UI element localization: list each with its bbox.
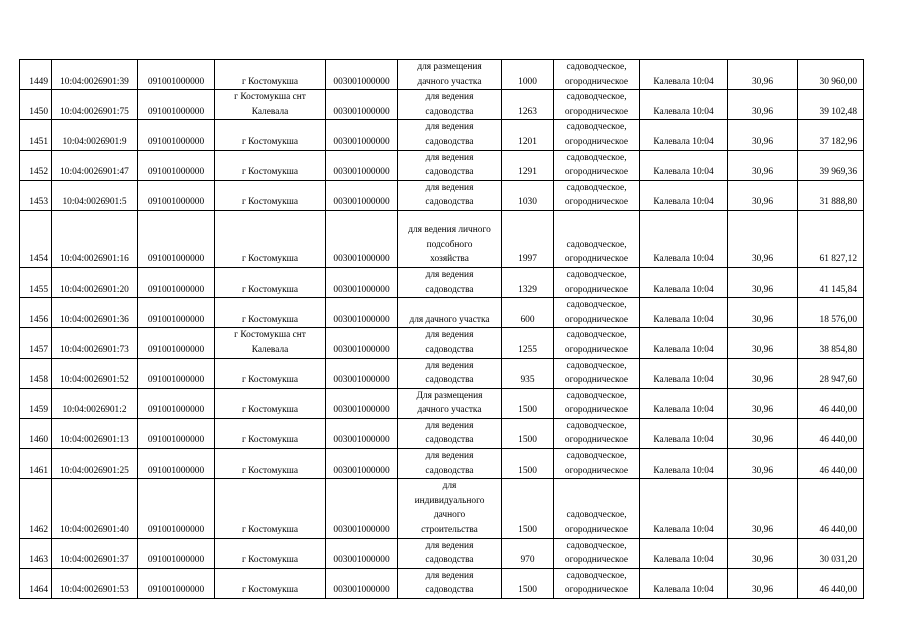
- valuation-group-cell: Калевала 10:04: [640, 568, 728, 598]
- okato-code-cell: 091001000000: [138, 267, 215, 297]
- cadastral-number-cell: 10:04:0026901:20: [52, 267, 138, 297]
- permitted-use-cell-line: для ведения: [425, 182, 474, 193]
- permitted-use-cell-line: садоводства: [425, 435, 474, 446]
- oktmo-code-cell: 003001000000: [326, 479, 398, 538]
- use-category-cell-line: садоводческое,: [566, 122, 627, 133]
- table-row: [20, 60, 864, 90]
- row-number-cell: 1459: [20, 388, 52, 418]
- permitted-use-cell-line: для ведения: [425, 360, 474, 371]
- specific-value-cell: 30,96: [728, 120, 798, 150]
- table-row: [20, 538, 864, 568]
- location-cell: [215, 60, 326, 90]
- oktmo-code-cell: 003001000000: [326, 120, 398, 150]
- area-cell: 1997: [502, 210, 554, 267]
- specific-value-cell: 30,96: [728, 449, 798, 479]
- use-category-cell: [554, 298, 640, 328]
- row-number-cell: 1457: [20, 328, 52, 358]
- permitted-use-cell: [398, 150, 502, 180]
- table-row: [20, 210, 864, 267]
- permitted-use-cell-line: для ведения: [425, 540, 474, 551]
- area-cell: 1500: [502, 418, 554, 448]
- area-cell: 1263: [502, 90, 554, 120]
- location-cell: [215, 358, 326, 388]
- permitted-use-cell-line: для ведения: [425, 152, 474, 163]
- permitted-use-cell-line: для ведения: [425, 570, 474, 581]
- location-cell-line: г Костомукша: [241, 284, 299, 295]
- use-category-cell-line: садоводческое,: [566, 540, 627, 551]
- cadastral-number-cell: 10:04:0026901:16: [52, 210, 138, 267]
- permitted-use-cell-line: для размещения: [417, 62, 482, 72]
- oktmo-code-cell: 003001000000: [326, 90, 398, 120]
- area-cell: 1201: [502, 120, 554, 150]
- cadastral-value-cell: 18 576,00: [798, 298, 864, 328]
- permitted-use-cell: [398, 120, 502, 150]
- cadastral-number-cell: 10:04:0026901:9: [52, 120, 138, 150]
- use-category-cell-line: садоводческое,: [566, 92, 627, 103]
- use-category-cell-line: садоводческое,: [566, 182, 627, 193]
- permitted-use-cell-line: для ведения личного: [408, 225, 491, 236]
- okato-code-cell: 091001000000: [138, 418, 215, 448]
- use-category-cell-line: огородническое: [564, 314, 629, 325]
- permitted-use-cell-line: для ведения: [425, 92, 474, 103]
- specific-value-cell: 30,96: [728, 538, 798, 568]
- row-number-cell: 1450: [20, 90, 52, 120]
- permitted-use-cell: [398, 568, 502, 598]
- permitted-use-cell-line: для ведения: [425, 330, 474, 341]
- valuation-group-cell: Калевала 10:04: [640, 328, 728, 358]
- okato-code-cell: 091001000000: [138, 298, 215, 328]
- okato-code-cell: 091001000000: [138, 60, 215, 90]
- location-cell-line: г Костомукша: [241, 375, 299, 386]
- table-row: [20, 120, 864, 150]
- cadastral-register-table: [19, 59, 864, 599]
- permitted-use-cell: [398, 267, 502, 297]
- cadastral-value-cell: 37 182,96: [798, 120, 864, 150]
- area-cell: 1500: [502, 568, 554, 598]
- area-cell: 1500: [502, 449, 554, 479]
- location-cell: [215, 479, 326, 538]
- use-category-cell-line: садоводческое,: [566, 420, 627, 431]
- use-category-cell: [554, 180, 640, 210]
- location-cell: [215, 538, 326, 568]
- use-category-cell-line: огородническое: [564, 106, 629, 117]
- row-number-cell: 1449: [20, 60, 52, 90]
- specific-value-cell: 30,96: [728, 267, 798, 297]
- row-number-cell: 1451: [20, 120, 52, 150]
- row-number-cell: 1464: [20, 568, 52, 598]
- use-category-cell-line: садоводческое,: [566, 62, 627, 72]
- use-category-cell-line: садоводческое,: [566, 239, 627, 250]
- valuation-group-cell: Калевала 10:04: [640, 267, 728, 297]
- valuation-group-cell: Калевала 10:04: [640, 120, 728, 150]
- specific-value-cell: 30,96: [728, 479, 798, 538]
- area-cell: 1255: [502, 328, 554, 358]
- permitted-use-cell: [398, 479, 502, 538]
- location-cell-line: г Костомукша: [241, 76, 299, 87]
- oktmo-code-cell: 003001000000: [326, 267, 398, 297]
- location-cell: [215, 568, 326, 598]
- permitted-use-cell: [398, 418, 502, 448]
- permitted-use-cell: [398, 388, 502, 418]
- permitted-use-cell-line: для: [442, 481, 457, 492]
- okato-code-cell: 091001000000: [138, 328, 215, 358]
- permitted-use-cell-line: садоводства: [425, 106, 474, 117]
- cadastral-value-cell: 46 440,00: [798, 479, 864, 538]
- valuation-group-cell: Калевала 10:04: [640, 388, 728, 418]
- cadastral-number-cell: 10:04:0026901:37: [52, 538, 138, 568]
- location-cell: [215, 267, 326, 297]
- use-category-cell-line: садоводческое,: [566, 330, 627, 341]
- specific-value-cell: 30,96: [728, 90, 798, 120]
- cadastral-value-cell: 39 102,48: [798, 90, 864, 120]
- permitted-use-cell-line: садоводства: [425, 585, 474, 596]
- valuation-group-cell: Калевала 10:04: [640, 90, 728, 120]
- use-category-cell-line: огородническое: [564, 375, 629, 386]
- area-cell: 1291: [502, 150, 554, 180]
- cadastral-number-cell: 10:04:0026901:47: [52, 150, 138, 180]
- use-category-cell-line: огородническое: [564, 555, 629, 566]
- location-cell: [215, 418, 326, 448]
- location-cell: [215, 328, 326, 358]
- permitted-use-cell-line: Для размещения: [416, 390, 483, 401]
- valuation-group-cell: Калевала 10:04: [640, 298, 728, 328]
- use-category-cell: [554, 358, 640, 388]
- table-row: [20, 388, 864, 418]
- oktmo-code-cell: 003001000000: [326, 150, 398, 180]
- oktmo-code-cell: 003001000000: [326, 358, 398, 388]
- permitted-use-cell-line: для ведения: [425, 420, 474, 431]
- location-cell-line: г Костомукша: [241, 167, 299, 178]
- permitted-use-cell-line: строительства: [421, 525, 478, 536]
- use-category-cell: [554, 120, 640, 150]
- okato-code-cell: 091001000000: [138, 90, 215, 120]
- oktmo-code-cell: 003001000000: [326, 60, 398, 90]
- location-cell: [215, 180, 326, 210]
- okato-code-cell: 091001000000: [138, 538, 215, 568]
- oktmo-code-cell: 003001000000: [326, 180, 398, 210]
- okato-code-cell: 091001000000: [138, 388, 215, 418]
- specific-value-cell: 30,96: [728, 298, 798, 328]
- use-category-cell-line: садоводческое,: [566, 451, 627, 462]
- oktmo-code-cell: 003001000000: [326, 328, 398, 358]
- table-row: [20, 449, 864, 479]
- use-category-cell-line: огородническое: [564, 405, 629, 416]
- cadastral-value-cell: 46 440,00: [798, 418, 864, 448]
- okato-code-cell: 091001000000: [138, 150, 215, 180]
- permitted-use-cell-line: садоводства: [425, 344, 474, 355]
- area-cell: 935: [502, 358, 554, 388]
- use-category-cell-line: садоводческое,: [566, 390, 627, 401]
- cadastral-value-cell: 46 440,00: [798, 388, 864, 418]
- permitted-use-cell: [398, 298, 502, 328]
- use-category-cell: [554, 60, 640, 90]
- row-number-cell: 1458: [20, 358, 52, 388]
- location-cell: [215, 210, 326, 267]
- row-number-cell: 1461: [20, 449, 52, 479]
- okato-code-cell: 091001000000: [138, 180, 215, 210]
- location-cell-line: г Костомукша: [241, 405, 299, 416]
- use-category-cell-line: огородническое: [564, 344, 629, 355]
- area-cell: 1000: [502, 60, 554, 90]
- use-category-cell-line: огородническое: [564, 167, 629, 178]
- permitted-use-cell: [398, 210, 502, 267]
- use-category-cell-line: садоводческое,: [566, 269, 627, 280]
- permitted-use-cell-line: для ведения: [425, 269, 474, 280]
- location-cell: [215, 90, 326, 120]
- specific-value-cell: 30,96: [728, 568, 798, 598]
- permitted-use-cell: [398, 328, 502, 358]
- use-category-cell-line: садоводческое,: [566, 360, 627, 371]
- use-category-cell-line: огородническое: [564, 254, 629, 265]
- oktmo-code-cell: 003001000000: [326, 449, 398, 479]
- cadastral-value-cell: 46 440,00: [798, 449, 864, 479]
- use-category-cell-line: огородническое: [564, 197, 629, 208]
- location-cell: [215, 150, 326, 180]
- table-row: [20, 180, 864, 210]
- oktmo-code-cell: 003001000000: [326, 538, 398, 568]
- row-number-cell: 1460: [20, 418, 52, 448]
- location-cell: [215, 298, 326, 328]
- location-cell-line: г Костомукша: [241, 525, 299, 536]
- row-number-cell: 1452: [20, 150, 52, 180]
- area-cell: 1329: [502, 267, 554, 297]
- specific-value-cell: 30,96: [728, 210, 798, 267]
- row-number-cell: 1456: [20, 298, 52, 328]
- area-cell: 970: [502, 538, 554, 568]
- use-category-cell: [554, 418, 640, 448]
- use-category-cell: [554, 267, 640, 297]
- location-cell-line: г Костомукша: [241, 136, 299, 147]
- location-cell: [215, 120, 326, 150]
- row-number-cell: 1453: [20, 180, 52, 210]
- valuation-group-cell: Калевала 10:04: [640, 538, 728, 568]
- use-category-cell: [554, 328, 640, 358]
- table-row: [20, 358, 864, 388]
- row-number-cell: 1463: [20, 538, 52, 568]
- cadastral-number-cell: 10:04:0026901:13: [52, 418, 138, 448]
- use-category-cell-line: садоводческое,: [566, 300, 627, 311]
- table-row: [20, 328, 864, 358]
- table-row: [20, 150, 864, 180]
- use-category-cell-line: огородническое: [564, 284, 629, 295]
- oktmo-code-cell: 003001000000: [326, 388, 398, 418]
- location-cell-line: г Костомукша: [241, 435, 299, 446]
- permitted-use-cell: [398, 538, 502, 568]
- location-cell-line: г Костомукша: [241, 465, 299, 476]
- use-category-cell: [554, 479, 640, 538]
- permitted-use-cell-line: подсобного: [426, 239, 473, 250]
- specific-value-cell: 30,96: [728, 150, 798, 180]
- oktmo-code-cell: 003001000000: [326, 568, 398, 598]
- location-cell-line: г Костомукша: [241, 197, 299, 208]
- area-cell: 1500: [502, 388, 554, 418]
- specific-value-cell: 30,96: [728, 180, 798, 210]
- cadastral-value-cell: 30 031,20: [798, 538, 864, 568]
- permitted-use-cell: [398, 90, 502, 120]
- valuation-group-cell: Калевала 10:04: [640, 210, 728, 267]
- specific-value-cell: 30,96: [728, 358, 798, 388]
- okato-code-cell: 091001000000: [138, 120, 215, 150]
- register-table-body: [20, 60, 864, 599]
- cadastral-value-cell: 61 827,12: [798, 210, 864, 267]
- cadastral-number-cell: 10:04:0026901:36: [52, 298, 138, 328]
- use-category-cell-line: садоводческое,: [566, 570, 627, 581]
- permitted-use-cell-line: для ведения: [425, 122, 474, 133]
- use-category-cell-line: огородническое: [564, 76, 629, 87]
- valuation-group-cell: Калевала 10:04: [640, 180, 728, 210]
- cadastral-value-cell: 38 854,80: [798, 328, 864, 358]
- permitted-use-cell-line: садоводства: [425, 167, 474, 178]
- oktmo-code-cell: 003001000000: [326, 210, 398, 267]
- cadastral-number-cell: 10:04:0026901:75: [52, 90, 138, 120]
- use-category-cell: [554, 538, 640, 568]
- use-category-cell: [554, 210, 640, 267]
- valuation-group-cell: Калевала 10:04: [640, 150, 728, 180]
- area-cell: 600: [502, 298, 554, 328]
- oktmo-code-cell: 003001000000: [326, 418, 398, 448]
- permitted-use-cell-line: дачного: [433, 510, 466, 521]
- permitted-use-cell-line: для дачного участка: [409, 314, 490, 325]
- okato-code-cell: 091001000000: [138, 210, 215, 267]
- permitted-use-cell-line: садоводства: [425, 136, 474, 147]
- permitted-use-cell-line: для ведения: [425, 451, 474, 462]
- valuation-group-cell: Калевала 10:04: [640, 449, 728, 479]
- use-category-cell: [554, 150, 640, 180]
- use-category-cell: [554, 568, 640, 598]
- row-number-cell: 1462: [20, 479, 52, 538]
- valuation-group-cell: Калевала 10:04: [640, 479, 728, 538]
- permitted-use-cell-line: индивидуального: [414, 495, 485, 506]
- use-category-cell: [554, 388, 640, 418]
- okato-code-cell: 091001000000: [138, 568, 215, 598]
- specific-value-cell: 30,96: [728, 60, 798, 90]
- table-row: [20, 267, 864, 297]
- cadastral-value-cell: 28 947,60: [798, 358, 864, 388]
- cadastral-number-cell: 10:04:0026901:40: [52, 479, 138, 538]
- okato-code-cell: 091001000000: [138, 358, 215, 388]
- location-cell-line: г Костомукша: [241, 555, 299, 566]
- table-row: [20, 418, 864, 448]
- cadastral-value-cell: 39 969,36: [798, 150, 864, 180]
- permitted-use-cell-line: садоводства: [425, 555, 474, 566]
- permitted-use-cell: [398, 449, 502, 479]
- location-cell-line: Калевала: [251, 106, 289, 117]
- cadastral-number-cell: 10:04:0026901:53: [52, 568, 138, 598]
- cadastral-number-cell: 10:04:0026901:52: [52, 358, 138, 388]
- location-cell: [215, 388, 326, 418]
- row-number-cell: 1455: [20, 267, 52, 297]
- okato-code-cell: 091001000000: [138, 479, 215, 538]
- row-number-cell: 1454: [20, 210, 52, 267]
- location-cell-line: г Костомукша снт: [234, 330, 306, 341]
- use-category-cell-line: огородническое: [564, 465, 629, 476]
- table-row: [20, 298, 864, 328]
- cadastral-number-cell: 10:04:0026901:25: [52, 449, 138, 479]
- permitted-use-cell-line: хозяйства: [430, 254, 469, 265]
- oktmo-code-cell: 003001000000: [326, 298, 398, 328]
- valuation-group-cell: Калевала 10:04: [640, 60, 728, 90]
- valuation-group-cell: Калевала 10:04: [640, 358, 728, 388]
- permitted-use-cell-line: садоводства: [425, 197, 474, 208]
- specific-value-cell: 30,96: [728, 418, 798, 448]
- cadastral-number-cell: 10:04:0026901:2: [52, 388, 138, 418]
- use-category-cell: [554, 449, 640, 479]
- use-category-cell-line: садоводческое,: [566, 152, 627, 163]
- permitted-use-cell-line: садоводства: [425, 375, 474, 386]
- permitted-use-cell: [398, 60, 502, 90]
- permitted-use-cell-line: садоводства: [425, 284, 474, 295]
- location-cell-line: г Костомукша снт: [234, 92, 306, 103]
- valuation-group-cell: Калевала 10:04: [640, 418, 728, 448]
- table-row: [20, 479, 864, 538]
- permitted-use-cell-line: дачного участка: [417, 76, 482, 87]
- cadastral-value-cell: 46 440,00: [798, 568, 864, 598]
- table-row: [20, 568, 864, 598]
- location-cell-line: г Костомукша: [241, 254, 299, 265]
- use-category-cell-line: огородническое: [564, 435, 629, 446]
- permitted-use-cell: [398, 180, 502, 210]
- location-cell-line: Калевала: [251, 344, 289, 355]
- permitted-use-cell-line: садоводства: [425, 465, 474, 476]
- cadastral-number-cell: 10:04:0026901:73: [52, 328, 138, 358]
- use-category-cell-line: огородническое: [564, 585, 629, 596]
- cadastral-number-cell: 10:04:0026901:39: [52, 60, 138, 90]
- location-cell-line: г Костомукша: [241, 314, 299, 325]
- cadastral-value-cell: 30 960,00: [798, 60, 864, 90]
- area-cell: 1500: [502, 479, 554, 538]
- table-row: [20, 90, 864, 120]
- permitted-use-cell: [398, 358, 502, 388]
- specific-value-cell: 30,96: [728, 328, 798, 358]
- use-category-cell-line: огородническое: [564, 136, 629, 147]
- specific-value-cell: 30,96: [728, 388, 798, 418]
- cadastral-value-cell: 31 888,80: [798, 180, 864, 210]
- permitted-use-cell-line: дачного участка: [417, 405, 482, 416]
- use-category-cell-line: садоводческое,: [566, 510, 627, 521]
- cadastral-value-cell: 41 145,84: [798, 267, 864, 297]
- area-cell: 1030: [502, 180, 554, 210]
- location-cell: [215, 449, 326, 479]
- use-category-cell: [554, 90, 640, 120]
- okato-code-cell: 091001000000: [138, 449, 215, 479]
- location-cell-line: г Костомукша: [241, 585, 299, 596]
- cadastral-number-cell: 10:04:0026901:5: [52, 180, 138, 210]
- use-category-cell-line: огородническое: [564, 525, 629, 536]
